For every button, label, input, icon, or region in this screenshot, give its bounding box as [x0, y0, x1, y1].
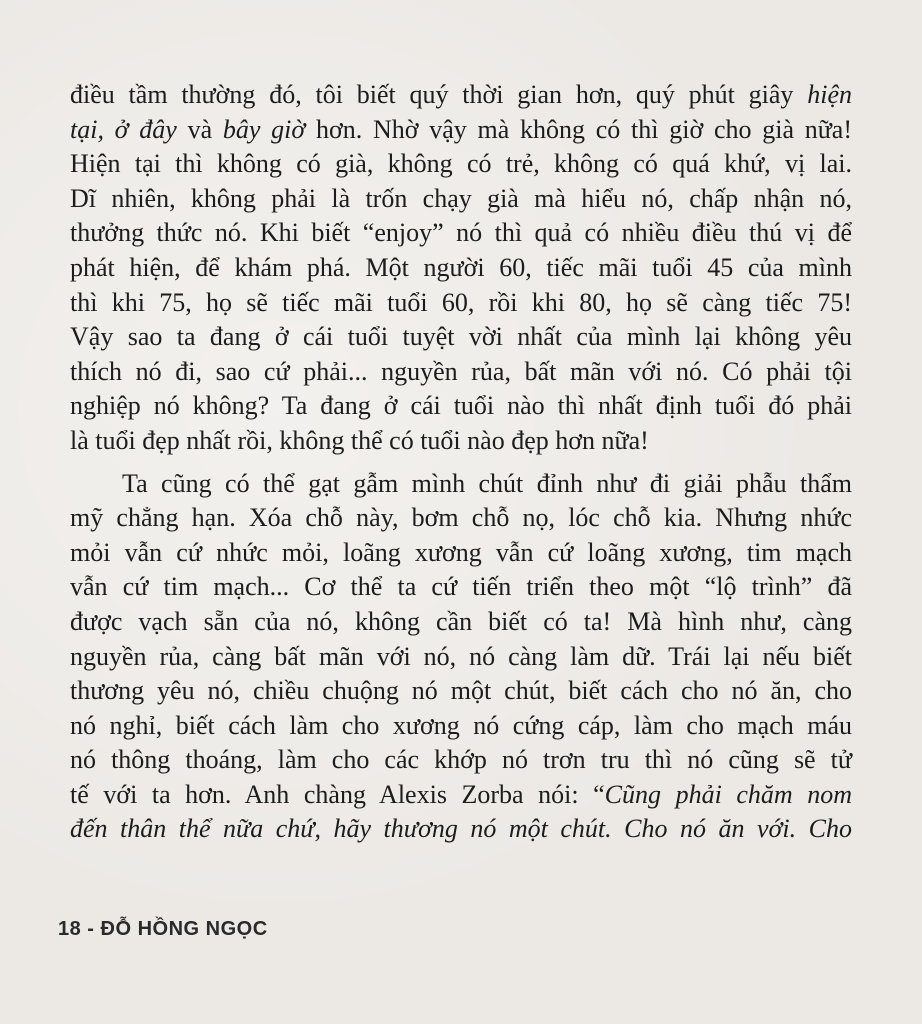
text-line: thương yêu nó, chiều chuộng nó một chút, biết cách cho nó ăn, cho [70, 676, 852, 706]
italic-phrase: bây giờ [222, 114, 306, 144]
text-line: nó thông thoáng, làm cho các khớp nó trơn tru thì nó cũng sẽ tử [70, 745, 852, 775]
text-segment: hơn. Nhờ vậy mà không có thì giờ cho già nữa! [305, 114, 853, 144]
text-line: Ta cũng có thể gạt gẫm mình chút đỉnh như đi giải phẫu thẩm [122, 468, 852, 498]
italic-phrase: hiện [807, 80, 852, 109]
text-line: thì khi 75, họ sẽ tiếc mãi tuổi 60, rồi khi 80, họ sẽ càng tiếc 75! [70, 287, 852, 317]
text-line: mỏi vẫn cứ nhức mỏi, loãng xương vẫn cứ loãng xương, tim mạch [70, 537, 852, 567]
zorba-quote: đến thân thể nữa chứ, hãy thương nó một chút. Cho nó ăn với. Cho [70, 814, 852, 844]
italic-phrase: tại, ở đây [70, 114, 177, 144]
body-text [70, 78, 852, 847]
text-line: Vậy sao ta đang ở cái tuổi tuyệt vời nhất của mình lại không yêu [70, 322, 852, 352]
paragraph-1 [70, 78, 852, 459]
text-line: thích nó đi, sao cứ phải... nguyền rủa, bất mãn với nó. Có phải tội [70, 356, 852, 386]
text-line: Dĩ nhiên, không phải là trốn chạy già mà hiểu nó, chấp nhận nó, [70, 183, 852, 213]
text-line: nghiệp nó không? Ta đang ở cái tuổi nào thì nhất định tuổi đó phải [70, 391, 852, 421]
text-line: tế với ta hơn. Anh chàng Alexis Zorba nói: “Cũng phải chăm nom [70, 779, 852, 809]
text-line [70, 812, 852, 847]
text-line: là tuổi đẹp nhất rồi, không thể có tuổi nào đẹp hơn nữa! [70, 425, 649, 455]
page-footer: 18 - ĐỖ HỒNG NGỌC [58, 918, 268, 940]
text-segment: và [187, 114, 223, 144]
text-line [70, 113, 852, 148]
text-line: Hiện tại thì không có già, không có trẻ, không có quá khứ, vị lai. [70, 149, 852, 179]
text-line: thưởng thức nó. Khi biết “enjoy” nó thì quả có nhiều điều thú vị để [70, 218, 852, 248]
paragraph-2 [70, 467, 852, 848]
text-line: điều tầm thường đó, tôi biết quý thời gian hơn, quý phút giây hiện [70, 80, 852, 109]
text-line: được vạch sẵn của nó, không cần biết có ta! Mà hình như, càng [70, 606, 852, 636]
text-line: vẫn cứ tim mạch... Cơ thể ta cứ tiến triển theo một “lộ trình” đã [70, 572, 852, 602]
text-line: mỹ chẳng hạn. Xóa chỗ này, bơm chỗ nọ, lóc chỗ kia. Nhưng nhức [70, 503, 852, 533]
text-line: phát hiện, để khám phá. Một người 60, tiếc mãi tuổi 45 của mình [70, 252, 852, 282]
text-line: nguyền rủa, càng bất mãn với nó, nó càng làm dữ. Trái lại nếu biết [70, 641, 852, 671]
text-line: nó nghỉ, biết cách làm cho xương nó cứng cáp, làm cho mạch máu [70, 710, 852, 740]
zorba-quote: Cũng phải chăm nom [604, 779, 852, 809]
